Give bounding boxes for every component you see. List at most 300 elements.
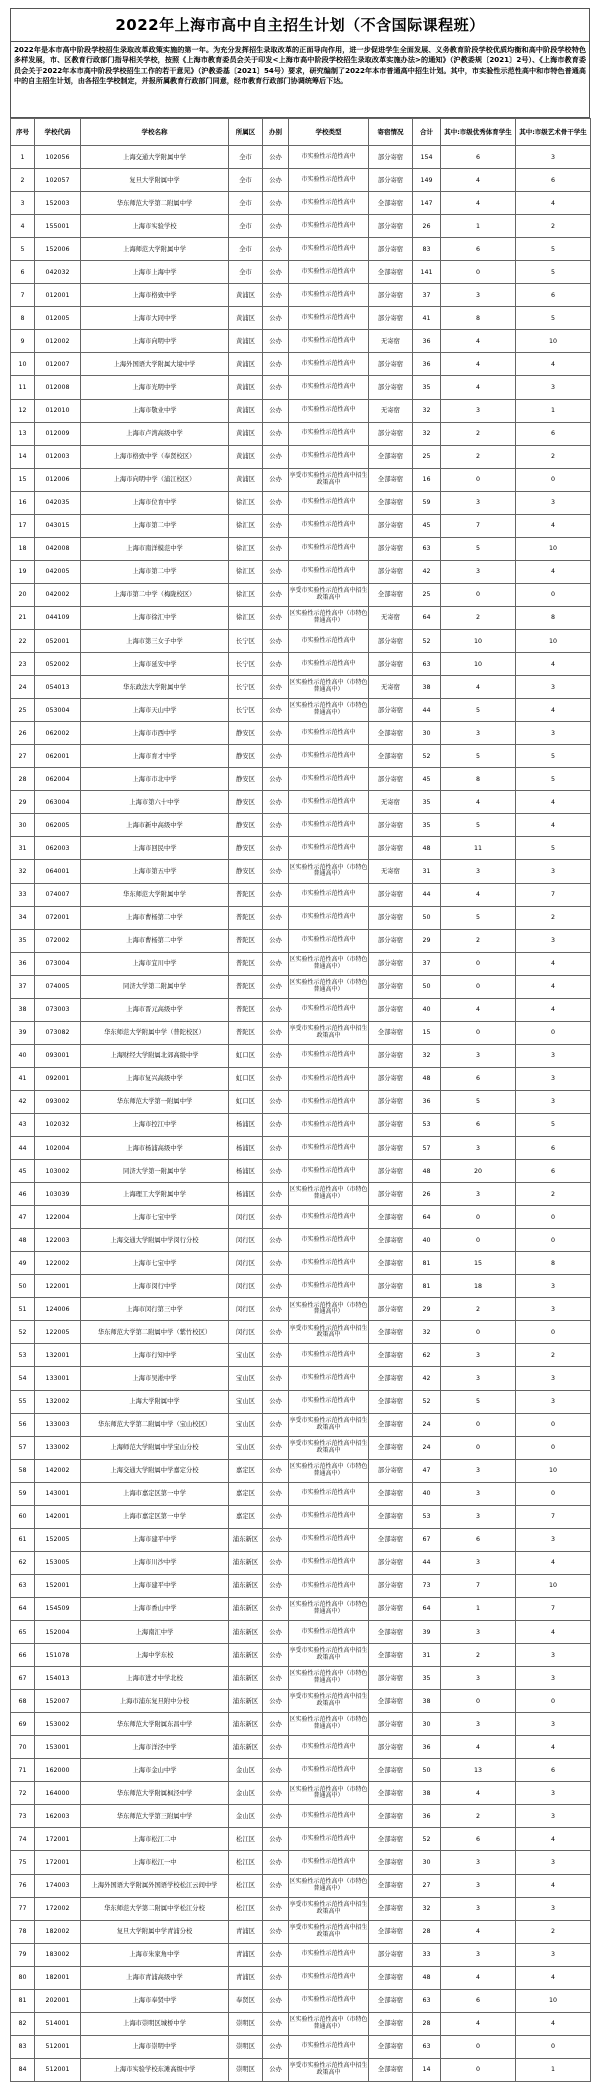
cell-total: 45: [413, 514, 441, 537]
cell-school-type: 市实验性示范性高中: [289, 1805, 369, 1828]
cell-arts-quota: 7: [516, 1505, 591, 1528]
cell-school-type: 市实验性示范性高中: [289, 837, 369, 860]
table-row: [11, 1137, 591, 1160]
cell-total: 24: [413, 1413, 441, 1436]
cell-boarding: 全部寄宿: [369, 1321, 413, 1344]
cell-school-type: 市实验性示范性高中: [289, 1090, 369, 1113]
cell-school-code: 042005: [35, 560, 81, 583]
cell-district: 闵行区: [229, 1206, 263, 1229]
cell-total: 40: [413, 1229, 441, 1252]
cell-total: 63: [413, 1989, 441, 2012]
cell-district: 宝山区: [229, 1344, 263, 1367]
cell-school-type: 市实验性示范性高中: [289, 1275, 369, 1298]
cell-arts-quota: 5: [516, 745, 591, 768]
cell-arts-quota: 3: [516, 1390, 591, 1413]
cell-school-code: 102056: [35, 146, 81, 169]
cell-school-name: 上海市曹杨第二中学: [81, 929, 229, 952]
cell-school-name: 上海市杨浦高级中学: [81, 1137, 229, 1160]
cell-sports-quota: 5: [441, 1390, 516, 1413]
cell-boarding: 无寄宿: [369, 606, 413, 629]
cell-total: 26: [413, 1183, 441, 1206]
cell-school-type: 市实验性示范性高中: [289, 192, 369, 215]
cell-arts-quota: 3: [516, 1644, 591, 1667]
cell-school-name: 上海市奉贤中学: [81, 1989, 229, 2012]
cell-school-name: 上海市行知中学: [81, 1344, 229, 1367]
cell-index: 31: [11, 837, 35, 860]
cell-school-code: 042032: [35, 261, 81, 284]
cell-boarding: 全部寄宿: [369, 1621, 413, 1644]
table-row: [11, 929, 591, 952]
cell-district: 杨浦区: [229, 1183, 263, 1206]
cell-index: 19: [11, 560, 35, 583]
cell-school-type: 区实验性示范性高中（市特色普通高中）: [289, 860, 369, 883]
cell-sports-quota: 0: [441, 975, 516, 998]
cell-district: 浦东新区: [229, 1644, 263, 1667]
cell-sports-quota: 3: [441, 491, 516, 514]
cell-ownership: 公办: [263, 1989, 289, 2012]
cell-sports-quota: 2: [441, 1644, 516, 1667]
cell-school-name: 上海市闵行中学: [81, 1275, 229, 1298]
cell-district: 浦东新区: [229, 1597, 263, 1620]
table-row: [11, 2012, 591, 2035]
cell-district: 嘉定区: [229, 1482, 263, 1505]
cell-sports-quota: 6: [441, 1989, 516, 2012]
cell-sports-quota: 4: [441, 791, 516, 814]
cell-boarding: 部分寄宿: [369, 1943, 413, 1966]
cell-school-code: 124006: [35, 1298, 81, 1321]
cell-sports-quota: 3: [441, 1183, 516, 1206]
table-row: [11, 1667, 591, 1690]
cell-index: 38: [11, 998, 35, 1021]
cell-school-name: 华东师范大学附属东昌中学: [81, 1713, 229, 1736]
cell-boarding: 部分寄宿: [369, 215, 413, 238]
cell-school-type: 市实验性示范性高中: [289, 422, 369, 445]
cell-district: 全市: [229, 238, 263, 261]
cell-school-type: 市实验性示范性高中: [289, 1505, 369, 1528]
cell-school-type: 享受市实验性示范性高中招生政策高中: [289, 1321, 369, 1344]
table-row: [11, 837, 591, 860]
cell-district: 宝山区: [229, 1436, 263, 1459]
cell-school-code: 012006: [35, 468, 81, 491]
cell-school-type: 市实验性示范性高中: [289, 399, 369, 422]
cell-ownership: 公办: [263, 629, 289, 652]
header-arts-quota: 其中:市级艺术骨干学生: [516, 119, 591, 146]
cell-school-name: 上海市崇明中学: [81, 2035, 229, 2058]
cell-boarding: 无寄宿: [369, 860, 413, 883]
cell-district: 金山区: [229, 1782, 263, 1805]
table-row: [11, 1021, 591, 1044]
table-row: [11, 906, 591, 929]
cell-ownership: 公办: [263, 837, 289, 860]
cell-total: 59: [413, 491, 441, 514]
cell-sports-quota: 4: [441, 1782, 516, 1805]
cell-index: 12: [11, 399, 35, 422]
cell-school-type: 市实验性示范性高中: [289, 1206, 369, 1229]
cell-arts-quota: 3: [516, 1943, 591, 1966]
cell-school-name: 上海市松江二中: [81, 1828, 229, 1851]
cell-arts-quota: 3: [516, 1805, 591, 1828]
cell-sports-quota: 4: [441, 2012, 516, 2035]
cell-school-type: 市实验性示范性高中: [289, 169, 369, 192]
cell-arts-quota: 4: [516, 699, 591, 722]
table-row: [11, 883, 591, 906]
cell-index: 52: [11, 1321, 35, 1344]
cell-ownership: 公办: [263, 1321, 289, 1344]
cell-ownership: 公办: [263, 330, 289, 353]
table-row: [11, 1644, 591, 1667]
cell-arts-quota: 7: [516, 883, 591, 906]
cell-total: 32: [413, 1044, 441, 1067]
table-row: [11, 1436, 591, 1459]
cell-district: 虹口区: [229, 1090, 263, 1113]
cell-sports-quota: 3: [441, 1044, 516, 1067]
cell-school-type: 市实验性示范性高中: [289, 215, 369, 238]
cell-arts-quota: 5: [516, 307, 591, 330]
cell-school-code: 133001: [35, 1367, 81, 1390]
cell-ownership: 公办: [263, 1621, 289, 1644]
cell-index: 75: [11, 1851, 35, 1874]
cell-total: 81: [413, 1252, 441, 1275]
table-row: [11, 998, 591, 1021]
cell-total: 52: [413, 1390, 441, 1413]
cell-school-code: 093002: [35, 1090, 81, 1113]
cell-total: 44: [413, 699, 441, 722]
cell-total: 48: [413, 1160, 441, 1183]
cell-sports-quota: 4: [441, 1920, 516, 1943]
cell-school-type: 市实验性示范性高中: [289, 1067, 369, 1090]
table-row: [11, 284, 591, 307]
cell-total: 44: [413, 1551, 441, 1574]
cell-district: 浦东新区: [229, 1551, 263, 1574]
cell-school-code: 092001: [35, 1067, 81, 1090]
cell-school-code: 153005: [35, 1551, 81, 1574]
cell-school-type: 享受市实验性示范性高中招生政策高中: [289, 1897, 369, 1920]
cell-school-name: 上海市敬业中学: [81, 399, 229, 422]
cell-arts-quota: 6: [516, 1137, 591, 1160]
cell-sports-quota: 6: [441, 1828, 516, 1851]
cell-boarding: 全部寄宿: [369, 2058, 413, 2081]
cell-school-code: 154509: [35, 1597, 81, 1620]
cell-boarding: 部分寄宿: [369, 1459, 413, 1482]
cell-index: 78: [11, 1920, 35, 1943]
cell-total: 63: [413, 653, 441, 676]
cell-ownership: 公办: [263, 676, 289, 699]
cell-arts-quota: 7: [516, 1597, 591, 1620]
cell-school-name: 上海市嘉定区第一中学: [81, 1482, 229, 1505]
cell-arts-quota: 2: [516, 445, 591, 468]
cell-total: 154: [413, 146, 441, 169]
cell-district: 静安区: [229, 860, 263, 883]
cell-sports-quota: 3: [441, 1344, 516, 1367]
cell-total: 52: [413, 629, 441, 652]
cell-sports-quota: 4: [441, 883, 516, 906]
cell-boarding: 全部寄宿: [369, 1206, 413, 1229]
cell-district: 全市: [229, 215, 263, 238]
cell-arts-quota: 3: [516, 1044, 591, 1067]
cell-school-type: 市实验性示范性高中: [289, 1044, 369, 1067]
cell-total: 64: [413, 1597, 441, 1620]
cell-ownership: 公办: [263, 146, 289, 169]
cell-district: 长宁区: [229, 676, 263, 699]
cell-total: 28: [413, 2012, 441, 2035]
cell-school-type: 市实验性示范性高中: [289, 1113, 369, 1136]
cell-school-name: 上海市育才中学: [81, 745, 229, 768]
cell-ownership: 公办: [263, 1367, 289, 1390]
cell-arts-quota: 6: [516, 1759, 591, 1782]
table-row: [11, 1597, 591, 1620]
cell-school-name: 上海市朱家角中学: [81, 1943, 229, 1966]
cell-school-name: 上海市晋元高级中学: [81, 998, 229, 1021]
cell-arts-quota: 3: [516, 1067, 591, 1090]
table-row: [11, 1505, 591, 1528]
cell-boarding: 部分寄宿: [369, 169, 413, 192]
table-row: [11, 215, 591, 238]
cell-district: 虹口区: [229, 1067, 263, 1090]
cell-school-type: 市实验性示范性高中: [289, 1229, 369, 1252]
cell-index: 16: [11, 491, 35, 514]
cell-arts-quota: 3: [516, 1782, 591, 1805]
cell-district: 普陀区: [229, 1021, 263, 1044]
cell-school-type: 市实验性示范性高中: [289, 791, 369, 814]
cell-arts-quota: 4: [516, 1736, 591, 1759]
table-row: [11, 1828, 591, 1851]
cell-index: 15: [11, 468, 35, 491]
cell-school-type: 享受市实验性示范性高中招生政策高中: [289, 1436, 369, 1459]
table-row: [11, 1897, 591, 1920]
cell-school-type: 市实验性示范性高中: [289, 1137, 369, 1160]
cell-ownership: 公办: [263, 215, 289, 238]
cell-index: 35: [11, 929, 35, 952]
cell-ownership: 公办: [263, 1690, 289, 1713]
cell-index: 51: [11, 1298, 35, 1321]
cell-sports-quota: 0: [441, 1690, 516, 1713]
cell-school-type: 区实验性示范性高中（市特色普通高中）: [289, 952, 369, 975]
cell-arts-quota: 0: [516, 468, 591, 491]
table-row: [11, 860, 591, 883]
cell-boarding: 部分寄宿: [369, 376, 413, 399]
cell-school-code: 072001: [35, 906, 81, 929]
table-row: [11, 722, 591, 745]
cell-school-code: 143001: [35, 1482, 81, 1505]
cell-district: 黄浦区: [229, 284, 263, 307]
cell-school-code: 182002: [35, 1920, 81, 1943]
cell-school-type: 市实验性示范性高中: [289, 1344, 369, 1367]
cell-school-name: 上海交通大学附属中学闵行分校: [81, 1229, 229, 1252]
cell-index: 36: [11, 952, 35, 975]
cell-school-type: 区实验性示范性高中（市特色普通高中）: [289, 1667, 369, 1690]
cell-total: 67: [413, 1528, 441, 1551]
table-row: [11, 745, 591, 768]
cell-district: 嘉定区: [229, 1505, 263, 1528]
cell-school-name: 上海市控江中学: [81, 1113, 229, 1136]
cell-ownership: 公办: [263, 745, 289, 768]
cell-school-code: 062005: [35, 814, 81, 837]
cell-district: 杨浦区: [229, 1160, 263, 1183]
cell-school-code: 073004: [35, 952, 81, 975]
cell-ownership: 公办: [263, 399, 289, 422]
table-row: [11, 1090, 591, 1113]
cell-school-code: 164000: [35, 1782, 81, 1805]
cell-ownership: 公办: [263, 1874, 289, 1897]
cell-school-code: 072002: [35, 929, 81, 952]
cell-sports-quota: 4: [441, 353, 516, 376]
cell-school-code: 074007: [35, 883, 81, 906]
cell-ownership: 公办: [263, 422, 289, 445]
cell-total: 14: [413, 2058, 441, 2081]
cell-arts-quota: 3: [516, 1275, 591, 1298]
cell-district: 静安区: [229, 745, 263, 768]
cell-school-name: 上海市光明中学: [81, 376, 229, 399]
cell-sports-quota: 6: [441, 1113, 516, 1136]
table-row: [11, 1574, 591, 1597]
cell-school-type: 市实验性示范性高中: [289, 929, 369, 952]
cell-school-code: 063004: [35, 791, 81, 814]
cell-district: 闵行区: [229, 1252, 263, 1275]
cell-district: 长宁区: [229, 653, 263, 676]
cell-district: 普陀区: [229, 998, 263, 1021]
table-row: [11, 583, 591, 606]
cell-school-code: 152006: [35, 238, 81, 261]
cell-school-type: 市实验性示范性高中: [289, 1367, 369, 1390]
cell-index: 41: [11, 1067, 35, 1090]
cell-boarding: 全部寄宿: [369, 192, 413, 215]
cell-total: 37: [413, 284, 441, 307]
cell-index: 72: [11, 1782, 35, 1805]
table-row: [11, 952, 591, 975]
cell-district: 黄浦区: [229, 468, 263, 491]
cell-district: 金山区: [229, 1759, 263, 1782]
cell-index: 77: [11, 1897, 35, 1920]
cell-sports-quota: 4: [441, 1966, 516, 1989]
cell-district: 闵行区: [229, 1321, 263, 1344]
cell-ownership: 公办: [263, 1021, 289, 1044]
cell-district: 杨浦区: [229, 1137, 263, 1160]
table-row: [11, 468, 591, 491]
cell-index: 59: [11, 1482, 35, 1505]
cell-arts-quota: 3: [516, 1528, 591, 1551]
table-row: [11, 1367, 591, 1390]
cell-sports-quota: 0: [441, 1436, 516, 1459]
cell-school-name: 上海市建平中学: [81, 1528, 229, 1551]
cell-ownership: 公办: [263, 1298, 289, 1321]
cell-boarding: 全部寄宿: [369, 1252, 413, 1275]
cell-ownership: 公办: [263, 1574, 289, 1597]
cell-ownership: 公办: [263, 653, 289, 676]
cell-school-code: 012009: [35, 422, 81, 445]
cell-index: 3: [11, 192, 35, 215]
cell-school-code: 093001: [35, 1044, 81, 1067]
cell-total: 57: [413, 1137, 441, 1160]
cell-boarding: 部分寄宿: [369, 146, 413, 169]
cell-total: 38: [413, 1690, 441, 1713]
cell-index: 61: [11, 1528, 35, 1551]
cell-sports-quota: 0: [441, 1229, 516, 1252]
cell-index: 39: [11, 1021, 35, 1044]
cell-index: 66: [11, 1644, 35, 1667]
cell-ownership: 公办: [263, 1759, 289, 1782]
table-row: [11, 1321, 591, 1344]
cell-school-code: 152001: [35, 1574, 81, 1597]
cell-index: 48: [11, 1229, 35, 1252]
cell-total: 47: [413, 1459, 441, 1482]
table-row: [11, 1943, 591, 1966]
cell-school-name: 华东师范大学第三附属中学: [81, 1805, 229, 1828]
cell-school-type: 享受市实验性示范性高中招生政策高中: [289, 1021, 369, 1044]
cell-index: 67: [11, 1667, 35, 1690]
cell-index: 55: [11, 1390, 35, 1413]
cell-arts-quota: 5: [516, 1113, 591, 1136]
cell-arts-quota: 4: [516, 1966, 591, 1989]
cell-boarding: 部分寄宿: [369, 975, 413, 998]
header-boarding: 寄宿情况: [369, 119, 413, 146]
cell-school-type: 享受市实验性示范性高中招生政策高中: [289, 1920, 369, 1943]
cell-school-code: 062001: [35, 745, 81, 768]
cell-school-name: 上海交通大学附属中学: [81, 146, 229, 169]
cell-ownership: 公办: [263, 768, 289, 791]
cell-boarding: 全部寄宿: [369, 1413, 413, 1436]
cell-boarding: 部分寄宿: [369, 1574, 413, 1597]
cell-school-name: 上海市实验学校东滩高级中学: [81, 2058, 229, 2081]
cell-sports-quota: 3: [441, 1459, 516, 1482]
cell-school-type: 市实验性示范性高中: [289, 1482, 369, 1505]
cell-school-name: 上海市格致中学（奉贤校区）: [81, 445, 229, 468]
table-row: [11, 1413, 591, 1436]
cell-boarding: 全部寄宿: [369, 1828, 413, 1851]
cell-district: 青浦区: [229, 1966, 263, 1989]
cell-index: 34: [11, 906, 35, 929]
cell-index: 73: [11, 1805, 35, 1828]
cell-district: 松江区: [229, 1897, 263, 1920]
cell-sports-quota: 7: [441, 1574, 516, 1597]
cell-school-type: 市实验性示范性高中: [289, 560, 369, 583]
table-row: [11, 1736, 591, 1759]
cell-index: 54: [11, 1367, 35, 1390]
cell-boarding: 部分寄宿: [369, 929, 413, 952]
cell-ownership: 公办: [263, 537, 289, 560]
cell-index: 4: [11, 215, 35, 238]
cell-index: 33: [11, 883, 35, 906]
cell-district: 徐汇区: [229, 537, 263, 560]
table-row: [11, 1528, 591, 1551]
cell-district: 徐汇区: [229, 560, 263, 583]
cell-arts-quota: 3: [516, 1090, 591, 1113]
cell-ownership: 公办: [263, 860, 289, 883]
cell-ownership: 公办: [263, 1459, 289, 1482]
cell-district: 金山区: [229, 1805, 263, 1828]
cell-total: 32: [413, 1897, 441, 1920]
cell-arts-quota: 10: [516, 1574, 591, 1597]
cell-total: 81: [413, 1275, 441, 1298]
cell-sports-quota: 15: [441, 1252, 516, 1275]
cell-ownership: 公办: [263, 261, 289, 284]
cell-total: 48: [413, 1966, 441, 1989]
cell-arts-quota: 4: [516, 514, 591, 537]
cell-ownership: 公办: [263, 1436, 289, 1459]
cell-school-code: 103002: [35, 1160, 81, 1183]
cell-index: 57: [11, 1436, 35, 1459]
cell-boarding: 部分寄宿: [369, 883, 413, 906]
cell-boarding: 全部寄宿: [369, 2035, 413, 2058]
cell-arts-quota: 6: [516, 422, 591, 445]
table-row: [11, 2058, 591, 2081]
cell-ownership: 公办: [263, 192, 289, 215]
cell-index: 26: [11, 722, 35, 745]
cell-school-type: 市实验性示范性高中: [289, 1989, 369, 2012]
cell-boarding: 全部寄宿: [369, 583, 413, 606]
cell-district: 虹口区: [229, 1044, 263, 1067]
cell-arts-quota: 5: [516, 238, 591, 261]
cell-school-code: 052001: [35, 629, 81, 652]
